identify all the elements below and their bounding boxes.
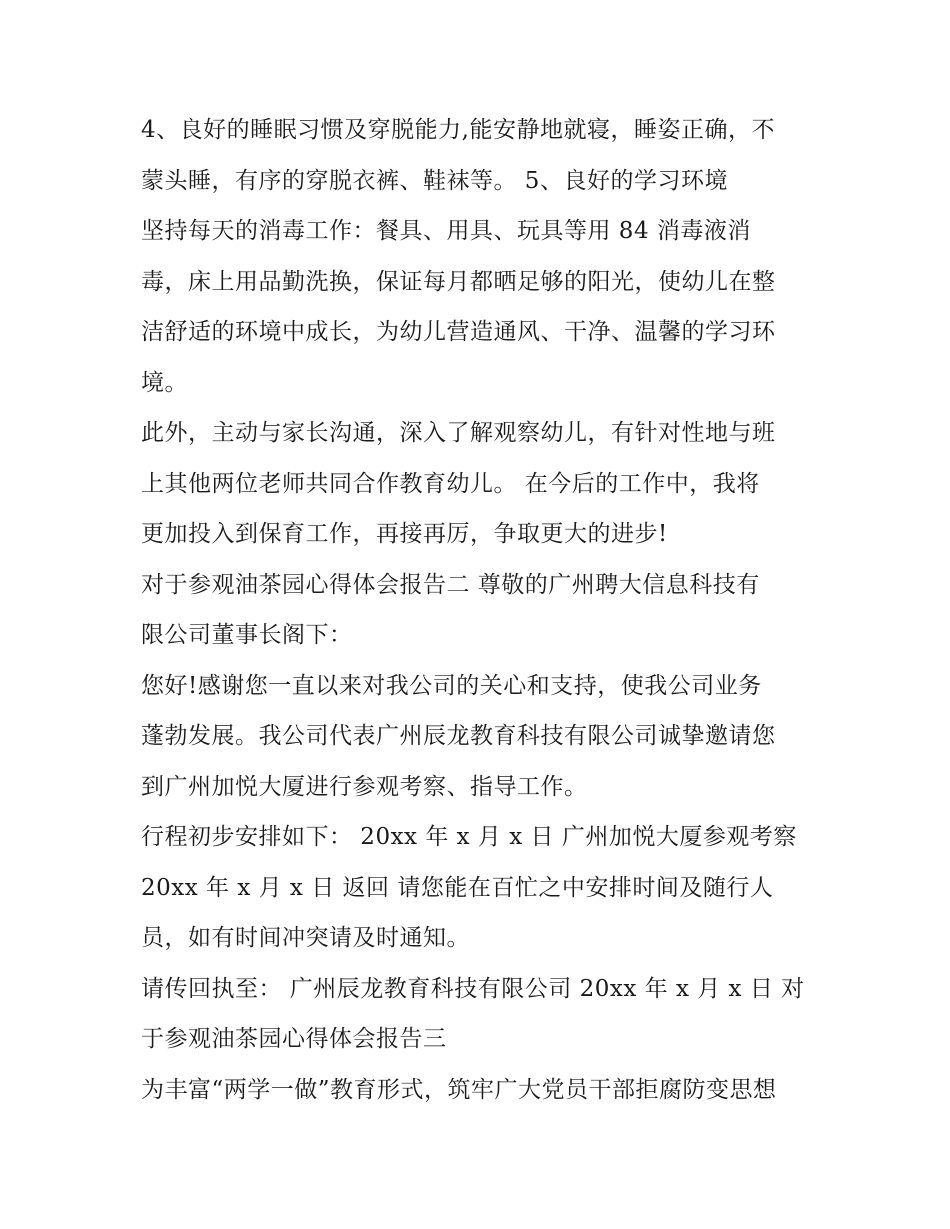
text-line: 毒，床上用品勤洗换，保证每月都晒足够的阳光，使幼儿在整 xyxy=(141,269,776,295)
text-line: 上其他两位老师共同合作教育幼儿。 在今后的工作中，我将 xyxy=(141,471,760,497)
text-line: 蓬勃发展。我公司代表广州辰龙教育科技有限公司诚挚邀请您 xyxy=(141,723,776,749)
text-line: 4、良好的睡眠习惯及穿脱能力,能安静地就寝，睡姿正确，不 xyxy=(141,117,775,143)
text-line: 于参观油茶园心得体会报告三 xyxy=(141,1026,447,1052)
text-line: 对于参观油茶园心得体会报告二 尊敬的广州聘大信息科技有 xyxy=(141,572,760,598)
text-line: 员，如有时间冲突请及时通知。 xyxy=(141,925,470,951)
text-line: 洁舒适的环境中成长，为幼儿营造通风、干净、温馨的学习环 xyxy=(141,319,776,345)
text-line: 境。 xyxy=(141,370,188,396)
text-line: 行程初步安排如下： 20xx 年 x 月 x 日 广州加悦大厦参观考察 xyxy=(141,824,797,850)
text-line: 坚持每天的消毒工作：餐具、用具、玩具等用 84 消毒液消 xyxy=(141,218,751,244)
text-line: 此外，主动与家长沟通，深入了解观察幼儿，有针对性地与班 xyxy=(141,420,776,446)
text-line: 到广州加悦大厦进行参观考察、指导工作。 xyxy=(141,774,588,800)
text-line: 请传回执至： 广州辰龙教育科技有限公司 20xx 年 x 月 x 日 对 xyxy=(141,976,805,1002)
text-line: 20xx 年 x 月 x 日 返回 请您能在百忙之中安排时间及随行人 xyxy=(141,875,774,901)
text-line: 您好!感谢您一直以来对我公司的关心和支持，使我公司业务 xyxy=(141,673,762,699)
text-line: 限公司董事长阁下： xyxy=(141,622,353,648)
text-line: 更加投入到保育工作，再接再厉，争取更大的进步! xyxy=(141,521,668,547)
text-line: 蒙头睡，有序的穿脱衣裤、鞋袜等。 5、良好的学习环境 xyxy=(141,168,728,194)
text-line: 为丰富“两学一做”教育形式，筑牢广大党员干部拒腐防变思想 xyxy=(141,1077,777,1103)
